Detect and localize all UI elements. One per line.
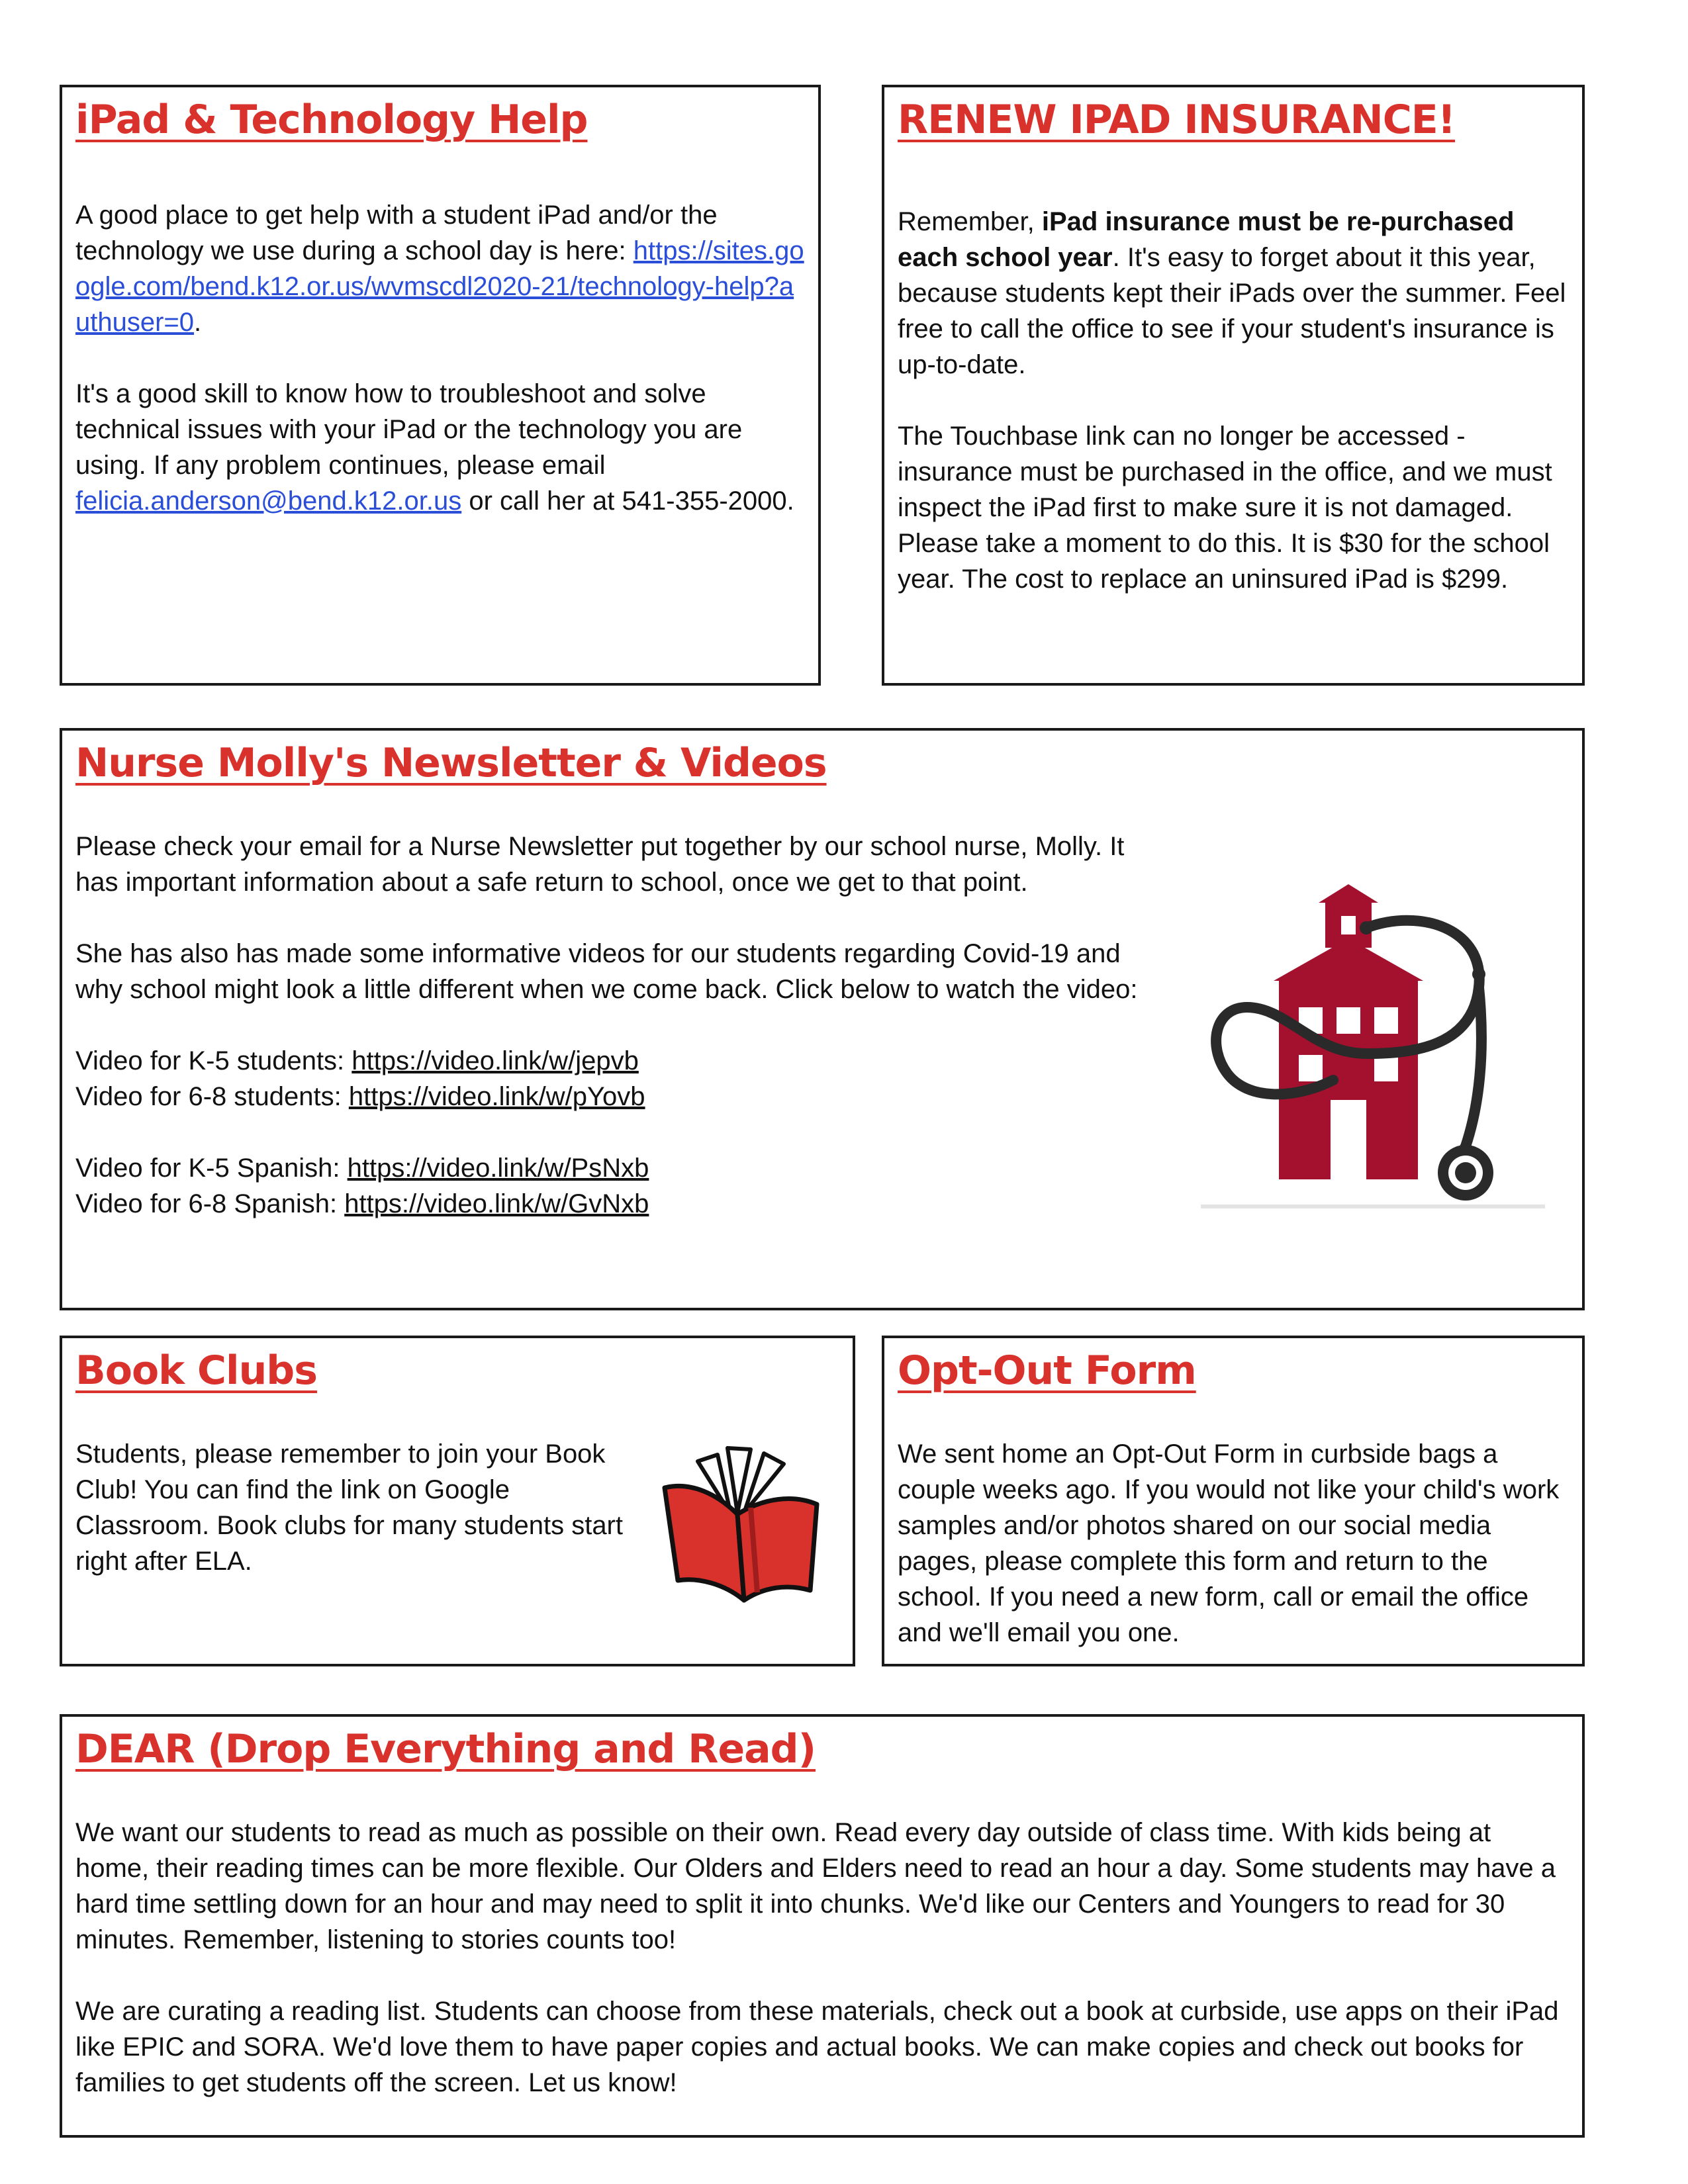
dear-text-2: We are curating a reading list. Students can choose from these materials, check out a book at curbside, use apps on their iPad like EPIC and SORA. We'd love them to have paper copies and actual books. We can make copies and check out books for families to get students off the screen. Let us know! — [75, 1997, 1559, 2097]
opt-out-body — [898, 1436, 1576, 1651]
nurse-text-1: Please check your email for a Nurse Newsletter put together by our school nurse, Molly. It has important information about a safe return to school, once we get to that point. — [75, 832, 1125, 897]
video-label: Video for K-5 students: — [75, 1046, 352, 1075]
technology-help-link[interactable]: https://sites.google.com/bend.k12.or.us/wvmscdl2020-21/technology-help?authuser=0 — [75, 236, 804, 337]
nurse-box — [60, 728, 1585, 1310]
ipad-help-text-end: . — [194, 308, 202, 337]
book-clubs-body — [75, 1436, 625, 1579]
nurse-text-2: She has also has made some informative videos for our students regarding Covid-19 and why school might look a little different when we come back. Click below to watch the video: — [75, 939, 1138, 1004]
open-book-icon — [651, 1435, 830, 1614]
opt-out-box — [882, 1336, 1585, 1666]
video-row — [75, 1150, 1174, 1186]
video-row — [75, 1043, 1174, 1079]
video-row — [75, 1079, 1174, 1115]
dear-box — [60, 1714, 1585, 2138]
video-link-68-spanish[interactable]: https://video.link/w/GvNxb — [344, 1189, 649, 1218]
dear-title: DEAR (Drop Everything and Read) — [75, 1726, 816, 1772]
dear-text-1: We want our students to read as much as possible on their own. Read every day outside of class time. With kids being at home, their reading times can be more flexible. Our Olders and Elders need to read an hour a day. Some students may have a hard time settling down for an hour and may need to split it into chunks. We'd like our Centers and Youngers to read for 30 minutes. Remember, listening to stories counts too! — [75, 1818, 1556, 1954]
ipad-help-body — [75, 197, 807, 519]
nurse-body — [75, 829, 1174, 1222]
school-stethoscope-icon — [1201, 882, 1545, 1212]
ipad-help-text: A good place to get help with a student iPad and/or the technology we use during a school day is here: — [75, 201, 718, 265]
insurance-body — [898, 204, 1570, 597]
book-clubs-text: Students, please remember to join your Book Club! You can find the link on Google Classroom. Book clubs for many students start right after ELA. — [75, 1439, 623, 1576]
insurance-text-start: Remember, — [898, 207, 1042, 236]
video-label: Video for 6-8 students: — [75, 1082, 349, 1111]
opt-out-text: We sent home an Opt-Out Form in curbside bags a couple weeks ago. If you would not like your child's work samples and/or photos shared on our social media pages, please complete this form and return to the school. If you need a new form, call or email the office and we'll email you one. — [898, 1439, 1560, 1647]
ipad-help-text-2: It's a good skill to know how to troubleshoot and solve technical issues with your iPad or the technology you are using. If any problem continues, please email — [75, 379, 743, 480]
ipad-help-text-2-end: or call her at 541-355-2000. — [461, 486, 794, 516]
video-link-k5[interactable]: https://video.link/w/jepvb — [352, 1046, 639, 1075]
video-label: Video for K-5 Spanish: — [75, 1154, 348, 1183]
video-label: Video for 6-8 Spanish: — [75, 1189, 345, 1218]
insurance-text-2: The Touchbase link can no longer be accessed - insurance must be purchased in the office, and we must inspect the iPad first to make sure it is not damaged. Please take a moment to do this. It is $30 for the school year. The cost to replace an uninsured iPad is $299. — [898, 422, 1552, 594]
dear-body — [75, 1815, 1565, 2101]
insurance-bold-note: iPad insurance must be re-purchased each school year — [898, 207, 1515, 272]
ipad-help-title: iPad & Technology Help — [75, 97, 588, 143]
insurance-box — [882, 85, 1585, 686]
nurse-title: Nurse Molly's Newsletter & Videos — [75, 740, 827, 786]
video-link-k5-spanish[interactable]: https://video.link/w/PsNxb — [347, 1154, 649, 1183]
book-clubs-box — [60, 1336, 855, 1666]
video-link-68[interactable]: https://video.link/w/pYovb — [348, 1082, 645, 1111]
video-row — [75, 1186, 1174, 1222]
ipad-help-box — [60, 85, 821, 686]
opt-out-title: Opt-Out Form — [898, 1347, 1196, 1394]
email-link[interactable]: felicia.anderson@bend.k12.or.us — [75, 486, 462, 516]
insurance-title: RENEW IPAD INSURANCE! — [898, 97, 1456, 143]
book-clubs-title: Book Clubs — [75, 1347, 317, 1394]
insurance-text-end: . It's easy to forget about it this year, because students kept their iPads over the summer. Feel free to call the office to see if your student's insurance is up-to-date. — [898, 243, 1566, 379]
